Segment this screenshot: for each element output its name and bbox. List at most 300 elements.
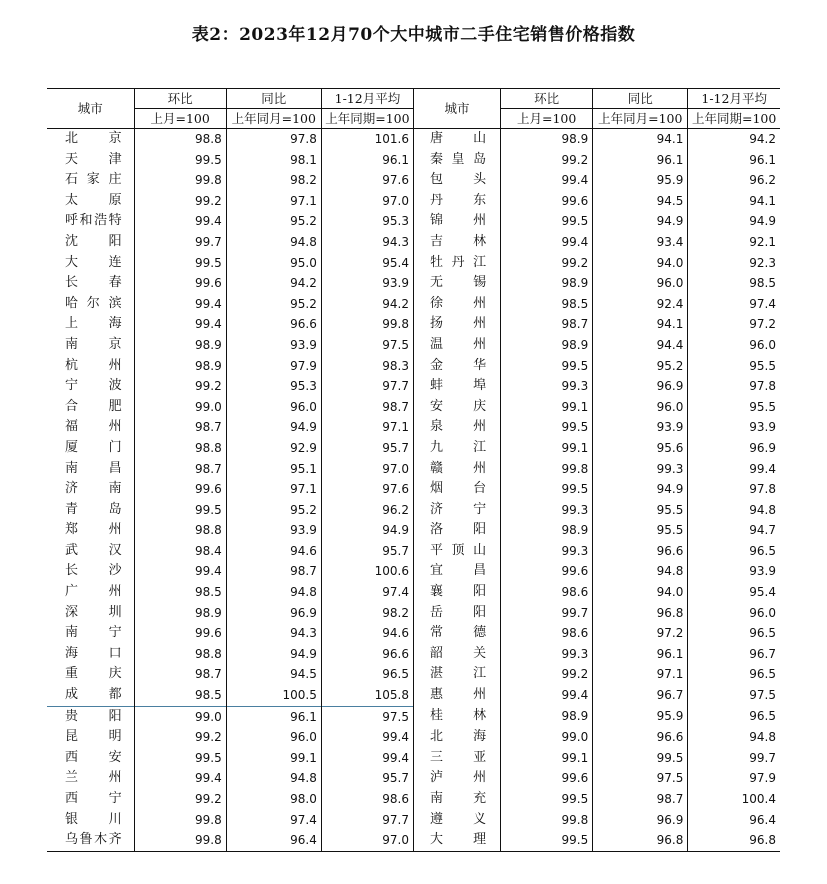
yoy-value-right: 94.9	[593, 211, 688, 232]
avg-value-right: 99.7	[688, 748, 780, 769]
avg-value-left: 97.0	[321, 459, 413, 480]
header-city-left: 城市	[47, 89, 134, 129]
city-name-left: 呼和浩特	[65, 213, 122, 229]
mom-value-right: 99.2	[501, 664, 593, 685]
mom-value-right: 99.7	[501, 603, 593, 624]
city-name-left: 广州	[65, 584, 122, 600]
city-name-right: 泸州	[413, 768, 500, 789]
avg-value-right: 96.1	[688, 150, 780, 171]
yoy-value-left: 94.9	[226, 644, 321, 665]
mom-value-left: 98.4	[134, 541, 226, 562]
avg-value-left: 97.5	[321, 335, 413, 356]
mom-value-left: 99.0	[134, 706, 226, 727]
mom-value-right: 99.5	[501, 211, 593, 232]
city-name-right: 牡丹江	[413, 253, 500, 274]
city-name-left: 沈阳	[65, 233, 122, 249]
city-name-right: 南充	[413, 789, 500, 810]
city-name-right: 北海	[413, 727, 500, 748]
mom-value-right: 99.6	[501, 768, 593, 789]
yoy-value-left: 95.2	[226, 294, 321, 315]
mom-value-left: 99.8	[134, 170, 226, 191]
mom-value-right: 99.2	[501, 253, 593, 274]
city-name-left: 杭州	[65, 357, 122, 373]
avg-value-left: 97.7	[321, 810, 413, 831]
table-row	[47, 768, 780, 789]
yoy-value-right: 95.9	[593, 706, 688, 727]
avg-value-right: 96.9	[688, 438, 780, 459]
avg-value-right: 93.9	[688, 417, 780, 438]
mom-value-left: 99.2	[134, 376, 226, 397]
mom-value-right: 99.1	[501, 438, 593, 459]
table-row	[47, 170, 780, 191]
table-body	[47, 129, 780, 852]
table-row	[47, 459, 780, 480]
avg-value-right: 96.7	[688, 644, 780, 665]
yoy-value-left: 93.9	[226, 335, 321, 356]
yoy-value-left: 94.3	[226, 623, 321, 644]
mom-value-right: 99.0	[501, 727, 593, 748]
avg-value-right: 96.2	[688, 170, 780, 191]
mom-value-left: 98.7	[134, 417, 226, 438]
yoy-value-left: 94.8	[226, 232, 321, 253]
header-yoy-base-left: 上年同月=100	[226, 109, 321, 129]
city-name-left: 青岛	[65, 501, 122, 517]
table-row	[47, 706, 780, 727]
avg-value-left: 95.7	[321, 768, 413, 789]
avg-value-left: 95.7	[321, 541, 413, 562]
city-name-right: 惠州	[413, 685, 500, 706]
yoy-value-left: 95.0	[226, 253, 321, 274]
table-row	[47, 417, 780, 438]
mom-value-right: 99.4	[501, 170, 593, 191]
yoy-value-right: 95.5	[593, 520, 688, 541]
avg-value-left: 94.3	[321, 232, 413, 253]
city-name-left: 南宁	[65, 625, 122, 641]
yoy-value-left: 98.7	[226, 561, 321, 582]
mom-value-left: 99.6	[134, 479, 226, 500]
table-row	[47, 314, 780, 335]
city-name-right: 温州	[413, 335, 500, 356]
city-name-left: 银川	[65, 811, 122, 827]
mom-value-left: 99.4	[134, 561, 226, 582]
city-name-right: 锦州	[413, 211, 500, 232]
table-row	[47, 541, 780, 562]
avg-value-right: 97.4	[688, 294, 780, 315]
avg-value-left: 97.6	[321, 479, 413, 500]
avg-value-right: 94.8	[688, 500, 780, 521]
header-mom-base-right: 上月=100	[501, 109, 593, 129]
city-name-left: 济南	[65, 481, 122, 497]
price-index-table	[47, 88, 780, 852]
avg-value-right: 96.5	[688, 541, 780, 562]
city-name-left: 石家庄	[65, 172, 122, 188]
table-row	[47, 748, 780, 769]
city-name-left: 大连	[65, 254, 122, 270]
avg-value-right: 97.9	[688, 768, 780, 789]
city-name-right: 无锡	[413, 273, 500, 294]
avg-value-right: 92.3	[688, 253, 780, 274]
city-name-right: 岳阳	[413, 603, 500, 624]
city-name-right: 韶关	[413, 644, 500, 665]
city-name-right: 平顶山	[413, 541, 500, 562]
yoy-value-right: 95.9	[593, 170, 688, 191]
mom-value-right: 98.9	[501, 706, 593, 727]
avg-value-left: 98.3	[321, 356, 413, 377]
avg-value-right: 94.7	[688, 520, 780, 541]
mom-value-right: 99.3	[501, 644, 593, 665]
city-name-right: 金华	[413, 356, 500, 377]
mom-value-right: 99.4	[501, 685, 593, 706]
mom-value-right: 99.8	[501, 459, 593, 480]
yoy-value-left: 95.1	[226, 459, 321, 480]
mom-value-right: 99.3	[501, 376, 593, 397]
avg-value-right: 95.5	[688, 397, 780, 418]
avg-value-left: 97.5	[321, 706, 413, 727]
yoy-value-right: 92.4	[593, 294, 688, 315]
mom-value-left: 99.2	[134, 727, 226, 748]
city-name-left: 昆明	[65, 729, 122, 745]
header-avg-base-right: 上年同期=100	[688, 109, 780, 129]
yoy-value-right: 96.6	[593, 541, 688, 562]
yoy-value-right: 93.9	[593, 417, 688, 438]
city-name-left: 天津	[65, 151, 122, 167]
mom-value-left: 98.9	[134, 356, 226, 377]
mom-value-left: 99.0	[134, 397, 226, 418]
mom-value-left: 98.8	[134, 129, 226, 150]
avg-value-left: 97.7	[321, 376, 413, 397]
city-name-right: 洛阳	[413, 520, 500, 541]
city-name-left: 重庆	[65, 666, 122, 682]
table-row	[47, 129, 780, 150]
header-avg-right: 1-12月平均	[688, 89, 780, 109]
table-row	[47, 376, 780, 397]
yoy-value-left: 94.8	[226, 768, 321, 789]
avg-value-left: 105.8	[321, 685, 413, 706]
city-name-right: 烟台	[413, 479, 500, 500]
mom-value-left: 98.5	[134, 685, 226, 706]
yoy-value-left: 94.5	[226, 664, 321, 685]
city-name-left: 西宁	[65, 791, 122, 806]
yoy-value-right: 96.6	[593, 727, 688, 748]
yoy-value-left: 94.8	[226, 582, 321, 603]
yoy-value-right: 99.5	[593, 748, 688, 769]
city-name-right: 宜昌	[413, 561, 500, 582]
yoy-value-right: 96.7	[593, 685, 688, 706]
yoy-value-right: 96.0	[593, 273, 688, 294]
yoy-value-right: 96.8	[593, 603, 688, 624]
table-row	[47, 356, 780, 377]
avg-value-left: 95.4	[321, 253, 413, 274]
yoy-value-left: 98.1	[226, 150, 321, 171]
mom-value-right: 99.4	[501, 232, 593, 253]
table-row	[47, 561, 780, 582]
table-row	[47, 664, 780, 685]
yoy-value-right: 94.4	[593, 335, 688, 356]
mom-value-left: 99.4	[134, 314, 226, 335]
header-city-right: 城市	[413, 89, 500, 129]
mom-value-right: 98.6	[501, 623, 593, 644]
yoy-value-left: 98.2	[226, 170, 321, 191]
yoy-value-left: 97.1	[226, 191, 321, 212]
avg-value-right: 97.8	[688, 479, 780, 500]
table-row	[47, 623, 780, 644]
yoy-value-right: 94.5	[593, 191, 688, 212]
table-title: 表2：2023年12月70个大中城市二手住宅销售价格指数	[191, 25, 636, 45]
avg-value-left: 99.4	[321, 748, 413, 769]
avg-value-left: 97.1	[321, 417, 413, 438]
city-name-left: 哈尔滨	[65, 295, 122, 311]
avg-value-right: 94.9	[688, 211, 780, 232]
avg-value-left: 95.3	[321, 211, 413, 232]
mom-value-left: 98.8	[134, 644, 226, 665]
mom-value-left: 99.2	[134, 191, 226, 212]
yoy-value-right: 94.1	[593, 314, 688, 335]
mom-value-right: 98.6	[501, 582, 593, 603]
mom-value-right: 98.9	[501, 273, 593, 294]
mom-value-right: 99.5	[501, 356, 593, 377]
yoy-value-right: 94.8	[593, 561, 688, 582]
avg-value-left: 93.9	[321, 273, 413, 294]
city-name-left: 北京	[65, 131, 122, 146]
city-name-left: 厦门	[65, 439, 122, 455]
avg-value-right: 96.5	[688, 623, 780, 644]
mom-value-left: 99.5	[134, 500, 226, 521]
city-name-left: 武汉	[65, 542, 122, 558]
mom-value-left: 99.5	[134, 748, 226, 769]
yoy-value-right: 96.8	[593, 830, 688, 851]
yoy-value-right: 94.0	[593, 253, 688, 274]
yoy-value-right: 95.5	[593, 500, 688, 521]
mom-value-right: 98.9	[501, 520, 593, 541]
avg-value-left: 98.2	[321, 603, 413, 624]
yoy-value-left: 100.5	[226, 685, 321, 706]
avg-value-right: 100.4	[688, 789, 780, 810]
mom-value-right: 99.5	[501, 479, 593, 500]
yoy-value-right: 99.3	[593, 459, 688, 480]
mom-value-left: 98.9	[134, 335, 226, 356]
avg-value-left: 100.6	[321, 561, 413, 582]
mom-value-left: 99.5	[134, 253, 226, 274]
city-name-right: 丹东	[413, 191, 500, 212]
avg-value-left: 99.4	[321, 727, 413, 748]
city-name-left: 福州	[65, 419, 122, 435]
header-mom-base-left: 上月=100	[134, 109, 226, 129]
table-row	[47, 150, 780, 171]
mom-value-right: 98.9	[501, 129, 593, 150]
avg-value-left: 97.4	[321, 582, 413, 603]
avg-value-left: 95.7	[321, 438, 413, 459]
avg-value-left: 99.8	[321, 314, 413, 335]
yoy-value-left: 96.9	[226, 603, 321, 624]
mom-value-left: 99.8	[134, 830, 226, 851]
yoy-value-right: 97.5	[593, 768, 688, 789]
avg-value-right: 96.5	[688, 664, 780, 685]
city-name-right: 九江	[413, 438, 500, 459]
table-row	[47, 191, 780, 212]
city-name-right: 赣州	[413, 459, 500, 480]
avg-value-right: 94.1	[688, 191, 780, 212]
city-name-right: 扬州	[413, 314, 500, 335]
mom-value-left: 98.9	[134, 603, 226, 624]
city-name-right: 湛江	[413, 664, 500, 685]
mom-value-left: 98.7	[134, 664, 226, 685]
yoy-value-left: 97.4	[226, 810, 321, 831]
city-name-left: 郑州	[65, 522, 122, 538]
city-name-right: 泉州	[413, 417, 500, 438]
mom-value-right: 99.6	[501, 561, 593, 582]
table-row	[47, 603, 780, 624]
table-row	[47, 789, 780, 810]
mom-value-right: 99.1	[501, 748, 593, 769]
table-row	[47, 520, 780, 541]
yoy-value-right: 93.4	[593, 232, 688, 253]
header-yoy-base-right: 上年同月=100	[593, 109, 688, 129]
yoy-value-right: 95.2	[593, 356, 688, 377]
mom-value-right: 98.7	[501, 314, 593, 335]
avg-value-right: 92.1	[688, 232, 780, 253]
avg-value-right: 94.8	[688, 727, 780, 748]
yoy-value-right: 97.1	[593, 664, 688, 685]
city-name-left: 上海	[65, 316, 122, 332]
yoy-value-left: 97.1	[226, 479, 321, 500]
avg-value-right: 94.2	[688, 129, 780, 150]
city-name-left: 合肥	[65, 398, 122, 414]
avg-value-left: 94.6	[321, 623, 413, 644]
table-row	[47, 232, 780, 253]
avg-value-right: 96.5	[688, 706, 780, 727]
table-row	[47, 335, 780, 356]
yoy-value-right: 96.1	[593, 150, 688, 171]
yoy-value-left: 95.3	[226, 376, 321, 397]
mom-value-left: 98.7	[134, 459, 226, 480]
yoy-value-right: 96.9	[593, 376, 688, 397]
mom-value-left: 99.2	[134, 789, 226, 810]
city-name-right: 唐山	[413, 129, 500, 150]
mom-value-left: 99.4	[134, 211, 226, 232]
mom-value-left: 99.6	[134, 273, 226, 294]
table-row	[47, 727, 780, 748]
city-name-left: 兰州	[65, 770, 122, 786]
mom-value-right: 99.1	[501, 397, 593, 418]
mom-value-right: 98.9	[501, 335, 593, 356]
mom-value-right: 99.3	[501, 500, 593, 521]
table-row	[47, 810, 780, 831]
avg-value-right: 95.4	[688, 582, 780, 603]
mom-value-right: 99.8	[501, 810, 593, 831]
avg-value-right: 96.4	[688, 810, 780, 831]
yoy-value-right: 94.0	[593, 582, 688, 603]
mom-value-left: 99.5	[134, 150, 226, 171]
city-name-left: 太原	[65, 192, 122, 208]
city-name-right: 秦皇岛	[413, 150, 500, 171]
city-name-left: 西安	[65, 749, 122, 765]
yoy-value-left: 97.8	[226, 129, 321, 150]
header-mom-right: 环比	[501, 89, 593, 109]
city-name-left: 宁波	[65, 378, 122, 394]
city-name-right: 安庆	[413, 397, 500, 418]
avg-value-left: 96.2	[321, 500, 413, 521]
avg-value-right: 93.9	[688, 561, 780, 582]
yoy-value-left: 95.2	[226, 211, 321, 232]
city-name-right: 徐州	[413, 294, 500, 315]
city-name-right: 襄阳	[413, 582, 500, 603]
table-row	[47, 397, 780, 418]
table-row	[47, 438, 780, 459]
mom-value-right: 99.5	[501, 417, 593, 438]
yoy-value-left: 96.0	[226, 727, 321, 748]
city-name-left: 长沙	[65, 563, 122, 579]
header-row	[47, 89, 780, 109]
avg-value-right: 96.0	[688, 335, 780, 356]
mom-value-right: 99.6	[501, 191, 593, 212]
avg-value-left: 94.2	[321, 294, 413, 315]
avg-value-left: 96.5	[321, 664, 413, 685]
mom-value-right: 99.2	[501, 150, 593, 171]
city-name-right: 济宁	[413, 500, 500, 521]
yoy-value-left: 92.9	[226, 438, 321, 459]
city-name-left: 长春	[65, 275, 122, 291]
yoy-value-left: 95.2	[226, 500, 321, 521]
avg-value-right: 96.0	[688, 603, 780, 624]
yoy-value-right: 94.1	[593, 129, 688, 150]
city-name-left: 南京	[65, 336, 122, 352]
avg-value-right: 95.5	[688, 356, 780, 377]
city-name-left: 成都	[65, 687, 122, 703]
yoy-value-right: 96.9	[593, 810, 688, 831]
table-row	[47, 479, 780, 500]
mom-value-left: 99.8	[134, 810, 226, 831]
city-name-right: 蚌埠	[413, 376, 500, 397]
table-row	[47, 685, 780, 706]
avg-value-right: 97.5	[688, 685, 780, 706]
avg-value-left: 98.6	[321, 789, 413, 810]
table-row	[47, 294, 780, 315]
mom-value-left: 99.7	[134, 232, 226, 253]
mom-value-left: 99.4	[134, 294, 226, 315]
city-name-right: 常德	[413, 623, 500, 644]
yoy-value-left: 98.0	[226, 789, 321, 810]
mom-value-left: 98.8	[134, 438, 226, 459]
yoy-value-right: 94.9	[593, 479, 688, 500]
yoy-value-right: 96.1	[593, 644, 688, 665]
city-name-left: 乌鲁木齐	[47, 830, 134, 851]
city-name-right: 遵义	[413, 810, 500, 831]
mom-value-left: 98.5	[134, 582, 226, 603]
header-yoy-right: 同比	[593, 89, 688, 109]
mom-value-right: 99.5	[501, 789, 593, 810]
avg-value-right: 97.8	[688, 376, 780, 397]
yoy-value-left: 93.9	[226, 520, 321, 541]
yoy-value-right: 96.0	[593, 397, 688, 418]
table-row	[47, 582, 780, 603]
yoy-value-left: 94.6	[226, 541, 321, 562]
header-mom-left: 环比	[134, 89, 226, 109]
yoy-value-left: 96.0	[226, 397, 321, 418]
city-name-right: 桂林	[413, 706, 500, 727]
yoy-value-left: 99.1	[226, 748, 321, 769]
avg-value-right: 99.4	[688, 459, 780, 480]
city-name-right: 大理	[413, 830, 500, 851]
city-name-left: 贵阳	[47, 706, 134, 727]
table-row	[47, 211, 780, 232]
mom-value-left: 98.8	[134, 520, 226, 541]
avg-value-left: 98.7	[321, 397, 413, 418]
header-avg-left: 1-12月平均	[321, 89, 413, 109]
city-name-left: 深圳	[65, 604, 122, 620]
yoy-value-left: 94.9	[226, 417, 321, 438]
avg-value-left: 96.6	[321, 644, 413, 665]
table-row	[47, 253, 780, 274]
